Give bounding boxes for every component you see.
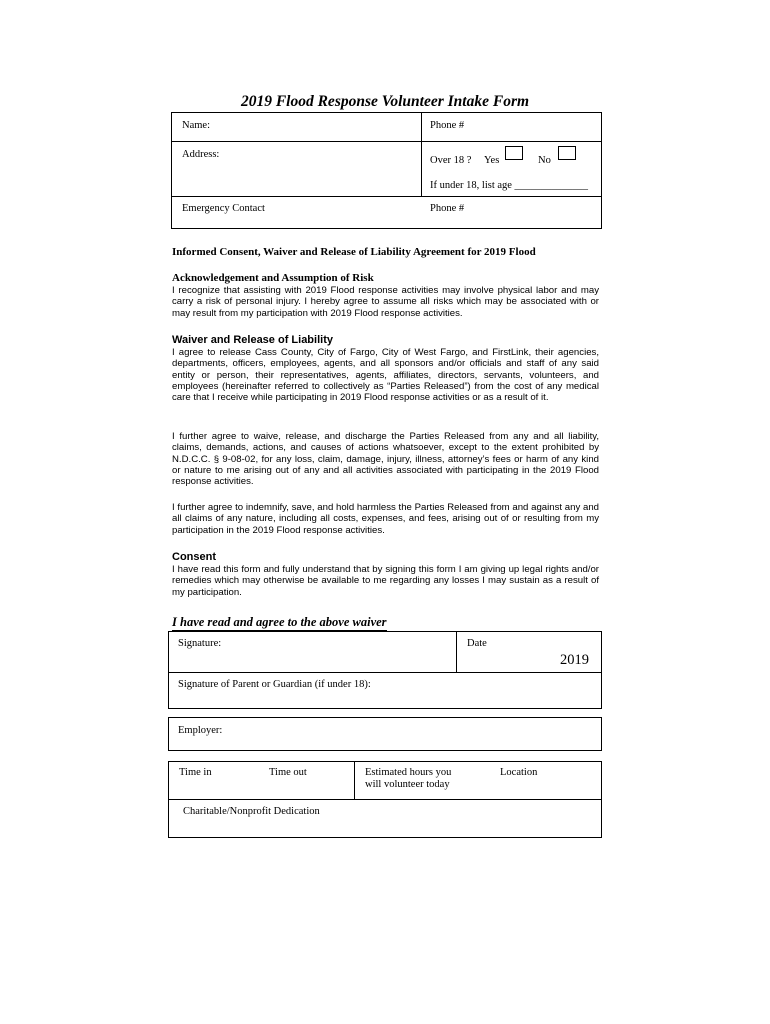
estimated-hours-label-line2: will volunteer today bbox=[365, 779, 450, 790]
signature-divider bbox=[168, 672, 602, 673]
signature-section bbox=[168, 631, 602, 709]
yes-checkbox[interactable] bbox=[505, 146, 523, 160]
signature-column-divider bbox=[456, 631, 457, 672]
location-field[interactable]: Location bbox=[500, 767, 538, 778]
consent-heading: Consent bbox=[172, 551, 216, 563]
no-checkbox[interactable] bbox=[558, 146, 576, 160]
time-column-divider bbox=[354, 761, 355, 799]
waiver-heading: Waiver and Release of Liability bbox=[172, 334, 333, 346]
agreement-heading: Informed Consent, Waiver and Release of Liability Agreement for 2019 Flood bbox=[172, 246, 536, 258]
agree-title: I have read and agree to the above waiver bbox=[172, 615, 387, 629]
dedication-field[interactable]: Charitable/Nonprofit Dedication bbox=[183, 806, 320, 817]
form-title: 2019 Flood Response Volunteer Intake Form bbox=[240, 93, 530, 110]
intake-divider bbox=[171, 141, 602, 142]
ack-text: I recognize that assisting with 2019 Flood response activities may involve physical labor and may carry a risk of personal injury. I hereby agree to assume all risks which may be associated with or may result from my participation with 2019 Flood response activities. bbox=[172, 285, 599, 319]
employer-field[interactable] bbox=[168, 717, 602, 751]
address-field[interactable]: Address: bbox=[182, 149, 220, 160]
intake-column-divider bbox=[421, 112, 422, 197]
ack-heading: Acknowledgement and Assumption of Risk bbox=[172, 272, 374, 284]
guardian-signature-field[interactable]: Signature of Parent or Guardian (if under 18): bbox=[178, 679, 371, 690]
estimated-hours-field[interactable]: Estimated hours you bbox=[365, 767, 452, 778]
emergency-contact-field[interactable]: Emergency Contact bbox=[182, 203, 265, 214]
intake-divider bbox=[171, 196, 602, 197]
no-label: No bbox=[538, 155, 551, 166]
phone-field[interactable]: Phone # bbox=[430, 120, 465, 131]
over-18-label: Over 18 ? bbox=[430, 155, 472, 166]
time-divider bbox=[168, 799, 602, 800]
date-field[interactable]: Date bbox=[467, 638, 487, 649]
under-18-age-field[interactable]: If under 18, list age ______________ bbox=[430, 180, 589, 191]
consent-text: I have read this form and fully understand that by signing this form I am giving up legal rights and/or remedies which may otherwise be available to me regarding any losses I may sustain as a result of my participation. bbox=[172, 564, 599, 598]
emergency-phone-field[interactable]: Phone # bbox=[430, 203, 465, 214]
time-in-field[interactable]: Time in bbox=[179, 767, 212, 778]
waiver-paragraph-2: I further agree to waive, release, and discharge the Parties Released from any and all liability, claims, demands, actions, and causes of actions whatsoever, except to the extent prohibited by N.D.C.C. § 9-08-02, for any loss, claim, damage, injury, illness, attorney’s fees or harm of any kind or nature to me arising out of any and all activities associated with participating in the 2019 Flood response activities. bbox=[172, 431, 599, 488]
yes-label: Yes bbox=[484, 155, 500, 166]
time-out-field[interactable]: Time out bbox=[269, 767, 307, 778]
waiver-paragraph-1: I agree to release Cass County, City of Fargo, City of West Fargo, and FirstLink, their agencies, departments, officers, employees, agents, and all sponsors and/or officials and staff of any said entity or person, their representatives, agents, affiliates, directors, servants, volunteers, and employees (hereinafter referred to collectively as “Parties Released”) from the cost of any medical care that I receive while participating in 2019 Flood response activities or as a result of it. bbox=[172, 347, 599, 404]
employer-label: Employer: bbox=[178, 725, 223, 736]
date-year: 2019 bbox=[560, 652, 589, 668]
waiver-paragraph-3: I further agree to indemnify, save, and hold harmless the Parties Released from and against any and all claims of any nature, including all costs, expenses, and fees, arising out of or resulting from my participation in the 2019 Flood response activities. bbox=[172, 502, 599, 536]
name-field[interactable]: Name: bbox=[182, 120, 210, 131]
signature-field[interactable]: Signature: bbox=[178, 638, 222, 649]
